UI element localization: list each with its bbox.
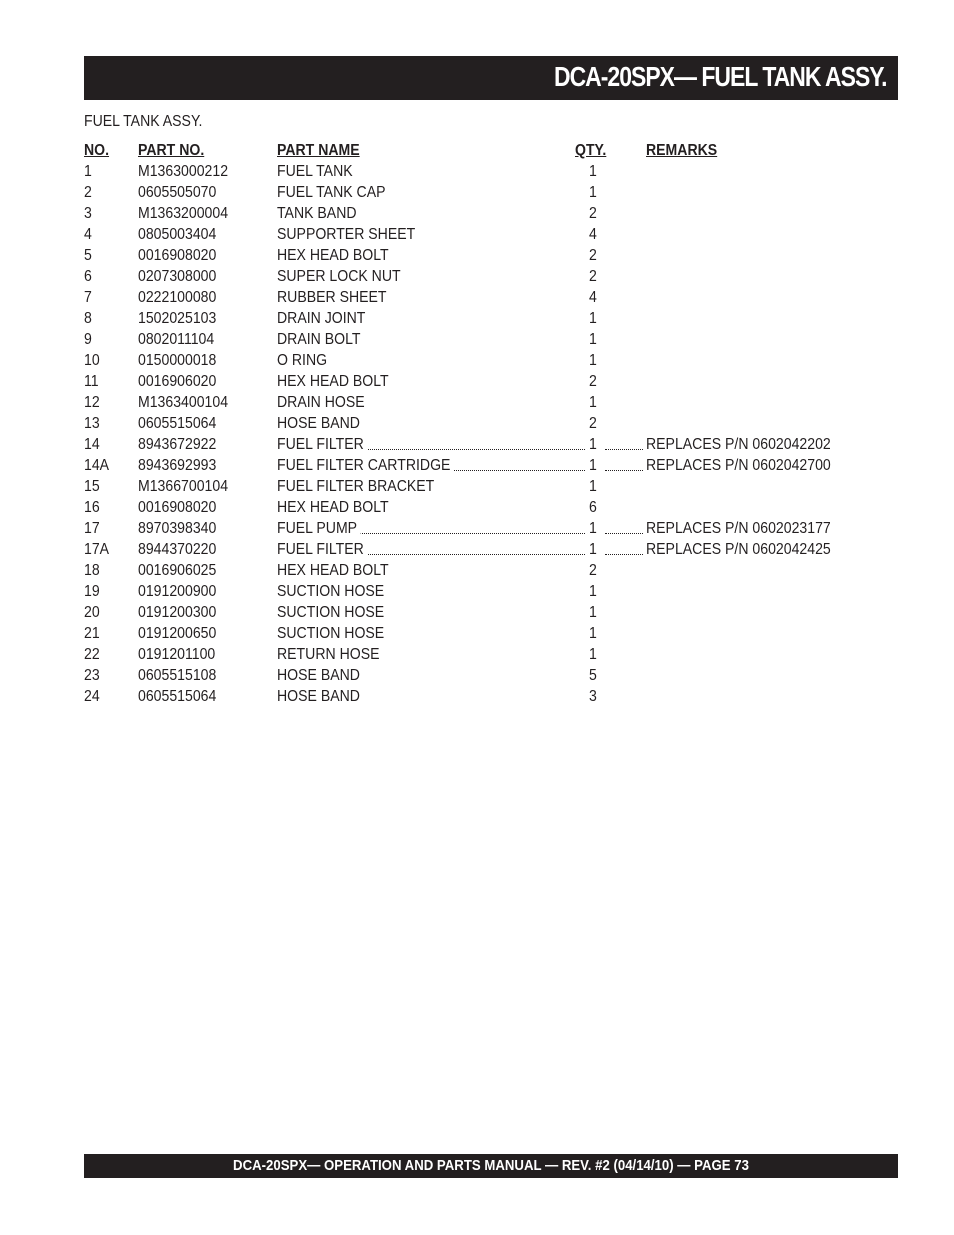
- part-name: FUEL PUMP: [277, 520, 361, 538]
- part-name: FUEL TANK CAP: [277, 184, 386, 201]
- remarks: REPLACES P/N 0602023177: [646, 520, 834, 538]
- part-name: SUCTION HOSE: [277, 625, 385, 642]
- part-number: 0150000018: [138, 352, 217, 369]
- part-number: M1366700104: [138, 478, 229, 495]
- part-number: 0802011104: [138, 331, 215, 348]
- item-number: 2: [84, 184, 92, 201]
- page-footer: DCA-20SPX— OPERATION AND PARTS MANUAL — REV. #2 (04/14/10) — PAGE 73: [233, 1157, 749, 1174]
- part-name: RETURN HOSE: [277, 646, 380, 663]
- item-number: 17: [84, 520, 100, 537]
- column-header-remarks: REMARKS: [646, 142, 718, 159]
- part-name: HEX HEAD BOLT: [277, 562, 389, 579]
- item-number: 15: [84, 478, 100, 495]
- column-header-no: NO.: [84, 142, 110, 159]
- part-name: SUPER LOCK NUT: [277, 268, 401, 285]
- quantity: 2: [589, 373, 597, 390]
- part-name: SUCTION HOSE: [277, 583, 385, 600]
- dot-leader: [605, 554, 643, 555]
- table-row: [0, 183, 954, 204]
- table-row: [0, 582, 954, 603]
- part-number: 0805003404: [138, 226, 217, 243]
- quantity: 1: [589, 541, 600, 559]
- item-number: 9: [84, 331, 92, 348]
- part-name: TANK BAND: [277, 205, 357, 222]
- item-number: 8: [84, 310, 92, 327]
- quantity: 1: [589, 646, 597, 663]
- table-row: [0, 498, 954, 519]
- part-number: 0605515064: [138, 688, 217, 705]
- part-name: HOSE BAND: [277, 415, 360, 432]
- part-number: 0207308000: [138, 268, 217, 285]
- quantity: 1: [589, 520, 600, 538]
- item-number: 5: [84, 247, 92, 264]
- table-row: [0, 162, 954, 183]
- quantity: 2: [589, 205, 597, 222]
- quantity: 1: [589, 352, 597, 369]
- table-row: [0, 267, 954, 288]
- dot-leader: [605, 449, 643, 450]
- part-number: M1363000212: [138, 163, 229, 180]
- part-number: 8943692993: [138, 457, 217, 474]
- table-row: [0, 435, 954, 456]
- dot-leader: [605, 470, 643, 471]
- quantity: 3: [589, 688, 597, 705]
- part-name: DRAIN JOINT: [277, 310, 366, 327]
- part-name: DRAIN BOLT: [277, 331, 361, 348]
- table-row: [0, 372, 954, 393]
- quantity: 4: [589, 226, 597, 243]
- part-name: HOSE BAND: [277, 688, 360, 705]
- table-row: [0, 603, 954, 624]
- table-row: [0, 225, 954, 246]
- part-name: FUEL FILTER BRACKET: [277, 478, 435, 495]
- part-name: DRAIN HOSE: [277, 394, 365, 411]
- table-row: [0, 645, 954, 666]
- part-number: 0016906025: [138, 562, 217, 579]
- quantity: 1: [589, 604, 597, 621]
- item-number: 16: [84, 499, 100, 516]
- part-name: FUEL FILTER: [277, 541, 367, 559]
- page-title: DCA-20SPX— FUEL TANK ASSY.: [553, 61, 886, 92]
- part-number: 0191200300: [138, 604, 217, 621]
- part-number: 0191200900: [138, 583, 217, 600]
- table-row: [0, 624, 954, 645]
- quantity: 4: [589, 289, 597, 306]
- quantity: 1: [589, 163, 597, 180]
- table-row: [0, 309, 954, 330]
- part-name: HEX HEAD BOLT: [277, 373, 389, 390]
- parts-table: [0, 162, 954, 708]
- table-row: [0, 477, 954, 498]
- quantity: 6: [589, 499, 597, 516]
- quantity: 2: [589, 247, 597, 264]
- part-number: 0191201100: [138, 646, 216, 663]
- column-header-part-no: PART NO.: [138, 142, 205, 159]
- table-row: [0, 456, 954, 477]
- part-number: 0222100080: [138, 289, 217, 306]
- item-number: 7: [84, 289, 92, 306]
- quantity: 1: [589, 310, 597, 327]
- quantity: 2: [589, 268, 597, 285]
- quantity: 1: [589, 184, 597, 201]
- page-header-bar: [84, 56, 898, 100]
- remarks: REPLACES P/N 0602042700: [646, 457, 834, 475]
- table-row: [0, 519, 954, 540]
- quantity: 1: [589, 394, 597, 411]
- part-name: SUCTION HOSE: [277, 604, 385, 621]
- item-number: 19: [84, 583, 100, 600]
- part-number: 0605515064: [138, 415, 217, 432]
- item-number: 10: [84, 352, 100, 369]
- part-number: 0016908020: [138, 247, 217, 264]
- quantity: 1: [589, 478, 597, 495]
- part-number: 0605505070: [138, 184, 217, 201]
- item-number: 24: [84, 688, 100, 705]
- part-name: FUEL TANK: [277, 163, 353, 180]
- item-number: 1: [84, 163, 92, 180]
- item-number: 6: [84, 268, 92, 285]
- part-number: 1502025103: [138, 310, 217, 327]
- part-number: 8944370220: [138, 541, 217, 558]
- table-row: [0, 330, 954, 351]
- quantity: 1: [589, 625, 597, 642]
- table-row: [0, 540, 954, 561]
- column-header-part-name: PART NAME: [277, 142, 360, 159]
- part-number: 0016908020: [138, 499, 217, 516]
- table-row: [0, 351, 954, 372]
- table-row: [0, 393, 954, 414]
- column-header-qty: QTY.: [575, 142, 607, 159]
- item-number: 13: [84, 415, 100, 432]
- quantity: 1: [589, 331, 597, 348]
- quantity: 2: [589, 562, 597, 579]
- item-number: 11: [84, 373, 99, 390]
- page-footer-bar: [84, 1154, 898, 1178]
- item-number: 22: [84, 646, 100, 663]
- part-name: HEX HEAD BOLT: [277, 247, 389, 264]
- item-number: 17A: [84, 541, 110, 558]
- part-name: FUEL FILTER: [277, 436, 367, 454]
- part-name: O RING: [277, 352, 328, 369]
- item-number: 14: [84, 436, 100, 453]
- section-title: FUEL TANK ASSY.: [84, 113, 203, 130]
- item-number: 21: [84, 625, 100, 642]
- item-number: 3: [84, 205, 92, 222]
- remarks: REPLACES P/N 0602042202: [646, 436, 834, 454]
- quantity: 2: [589, 415, 597, 432]
- table-row: [0, 666, 954, 687]
- part-number: 0605515108: [138, 667, 217, 684]
- part-name: HOSE BAND: [277, 667, 360, 684]
- table-row: [0, 288, 954, 309]
- quantity: 5: [589, 667, 597, 684]
- part-name: SUPPORTER SHEET: [277, 226, 416, 243]
- dot-leader: [605, 533, 643, 534]
- part-name: FUEL FILTER CARTRIDGE: [277, 457, 454, 475]
- item-number: 18: [84, 562, 100, 579]
- part-number: M1363200004: [138, 205, 229, 222]
- table-row: [0, 561, 954, 582]
- part-number: 8970398340: [138, 520, 217, 537]
- item-number: 23: [84, 667, 100, 684]
- quantity: 1: [589, 436, 600, 454]
- quantity: 1: [589, 457, 600, 475]
- part-number: 0191200650: [138, 625, 217, 642]
- table-row: [0, 246, 954, 267]
- table-row: [0, 687, 954, 708]
- remarks: REPLACES P/N 0602042425: [646, 541, 834, 559]
- item-number: 12: [84, 394, 100, 411]
- part-name: RUBBER SHEET: [277, 289, 387, 306]
- part-number: 0016906020: [138, 373, 217, 390]
- part-number: 8943672922: [138, 436, 217, 453]
- quantity: 1: [589, 583, 597, 600]
- item-number: 4: [84, 226, 92, 243]
- table-row: [0, 414, 954, 435]
- item-number: 14A: [84, 457, 110, 474]
- table-row: [0, 204, 954, 225]
- item-number: 20: [84, 604, 100, 621]
- part-name: HEX HEAD BOLT: [277, 499, 389, 516]
- part-number: M1363400104: [138, 394, 229, 411]
